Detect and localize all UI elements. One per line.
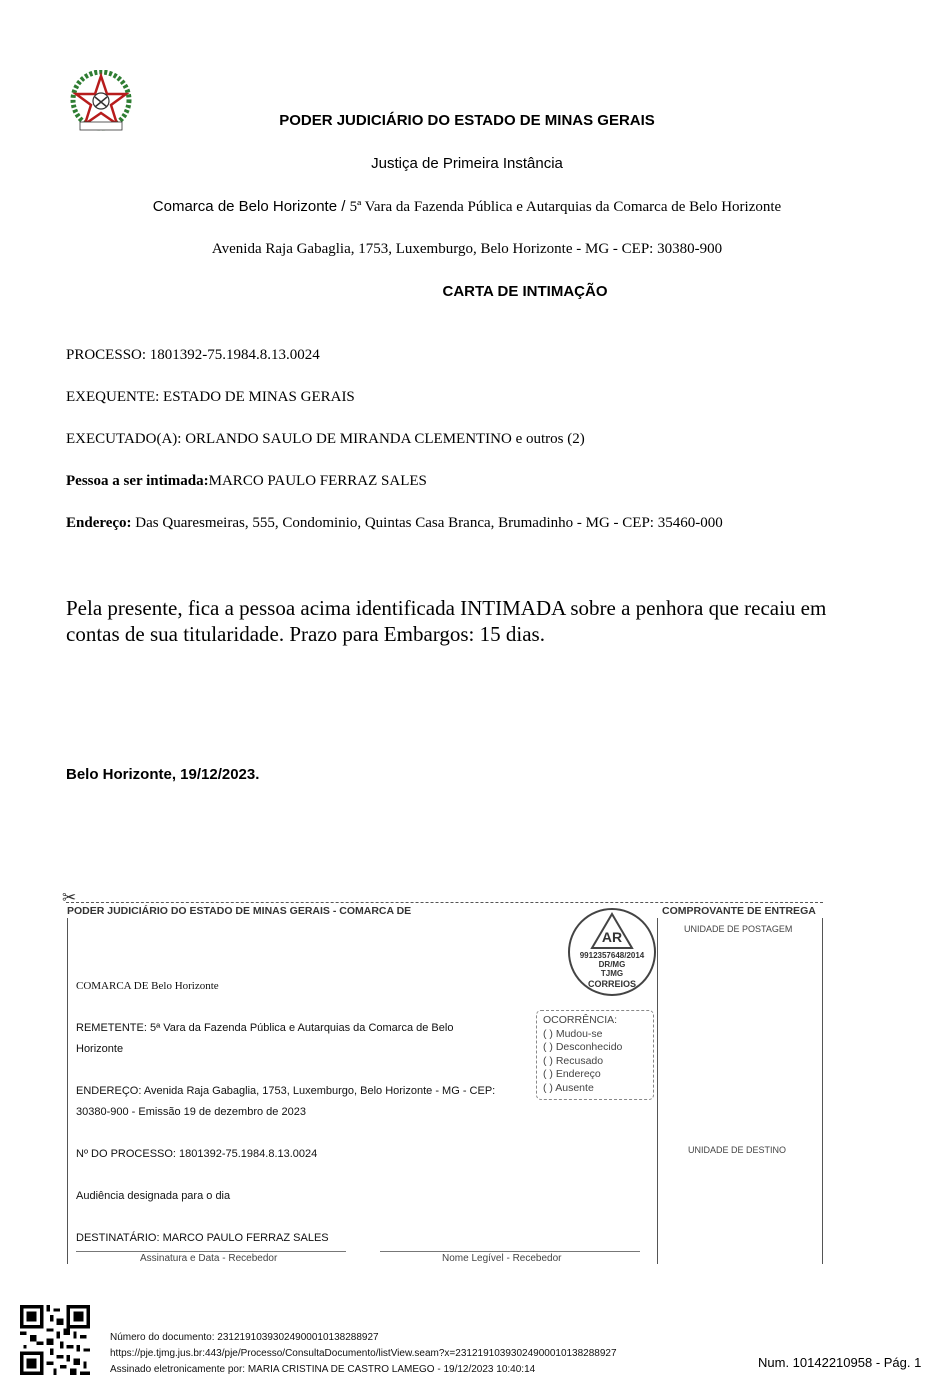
place-date: Belo Horizonte, 19/12/2023. [66, 766, 260, 783]
occurrence-option[interactable]: ( ) Recusado [543, 1054, 604, 1067]
form-audiencia: Audiência designada para o dia [76, 1190, 231, 1202]
instance-title: Justiça de Primeira Instância [371, 155, 563, 172]
qr-code-icon [20, 1305, 90, 1375]
scissors-icon: ✂ [62, 888, 77, 907]
cut-line [66, 902, 823, 903]
occurrence-option[interactable]: ( ) Endereço [543, 1068, 601, 1080]
court-address: Avenida Raja Gabaglia, 1753, Luxemburgo, Belo Horizonte - MG - CEP: 30380-900 [211, 241, 723, 257]
form-remetente-2: Horizonte [76, 1043, 124, 1055]
form-destinatario: DESTINATÁRIO: MARCO PAULO FERRAZ SALES [76, 1232, 329, 1244]
form-remetente-1: REMETENTE: 5ª Vara da Fazenda Pública e Autarquias da Comarca de Belo [76, 1022, 454, 1034]
posting-unit-label: UNIDADE DE POSTAGEM [684, 924, 793, 934]
endereco-value: Das Quaresmeiras, 555, Condominio, Quintas Casa Branca, Brumadinho - MG - CEP: 35460-000 [131, 515, 723, 531]
pessoa-line [66, 473, 427, 490]
signature-line-right [380, 1251, 640, 1252]
footer-url[interactable]: https://pje.tjmg.jus.br:443/pje/Processo/ConsultaDocumento/listView.seam?x=23121910393024900010138288927 [110, 1348, 617, 1359]
ar-stamp-ar: AR [601, 929, 623, 945]
form-endereco-2: 30380-900 - Emissão 19 de dezembro de 2023 [76, 1106, 306, 1118]
ar-stamp-icon [566, 906, 658, 998]
footer-signature: Assinado eletronicamente por: MARIA CRISTINA DE CASTRO LAMEGO - 19/12/2023 10:40:14 [110, 1364, 536, 1375]
form-border-left [67, 918, 68, 1264]
endereco-label: Endereço: [66, 515, 132, 531]
occurrence-title: OCORRÊNCIA: [543, 1014, 618, 1026]
pessoa-label: Pessoa a ser intimada: [66, 473, 209, 489]
ar-stamp-region: DR/MG [598, 960, 626, 969]
notice-body: Pela presente, fica a pessoa acima identificada INTIMADA sobre a penhora que recaiu em contas de sua titularidade. Prazo para Embargos: 15 dias. [66, 596, 827, 646]
form-comarca: COMARCA DE Belo Horizonte [76, 980, 219, 992]
form-endereco-1: ENDEREÇO: Avenida Raja Gabaglia, 1753, Luxemburgo, Belo Horizonte - MG - CEP: [76, 1085, 496, 1097]
signature-label-left: Assinatura e Data - Recebedor [140, 1253, 278, 1264]
document-title: CARTA DE INTIMAÇÃO [442, 283, 608, 300]
footer-doc-number: Número do documento: 23121910393024900010138288927 [110, 1332, 379, 1343]
destination-unit-label: UNIDADE DE DESTINO [688, 1145, 787, 1155]
form-header: PODER JUDICIÁRIO DO ESTADO DE MINAS GERAIS - COMARCA DE [67, 905, 412, 917]
processo-line: PROCESSO: 1801392-75.1984.8.13.0024 [66, 347, 320, 363]
executado-line: EXECUTADO(A): ORLANDO SAULO DE MIRANDA CLEMENTINO e outros (2) [66, 431, 585, 447]
occurrence-option[interactable]: ( ) Desconhecido [543, 1041, 623, 1053]
endereco-line [66, 515, 723, 532]
occurrence-option[interactable]: ( ) Mudou-se [543, 1027, 603, 1040]
form-border-right [822, 918, 823, 1264]
comarca-prefix: Comarca de Belo Horizonte / [152, 198, 350, 215]
signature-label-right: Nome Legível - Recebedor [442, 1253, 562, 1264]
page-number: Num. 10142210958 - Pág. 1 [758, 1355, 922, 1370]
occurrence-option[interactable]: ( ) Ausente [543, 1081, 594, 1094]
form-processo: Nº DO PROCESSO: 1801392-75.1984.8.13.0024 [76, 1148, 318, 1160]
exequente-line: EXEQUENTE: ESTADO DE MINAS GERAIS [66, 389, 355, 405]
comarca-vara: 5ª Vara da Fazenda Pública e Autarquias da Comarca de Belo Horizonte [349, 199, 782, 215]
ar-stamp-code: 9912357648/2014 [579, 951, 645, 960]
pessoa-value: MARCO PAULO FERRAZ SALES [208, 473, 427, 489]
court-title: PODER JUDICIÁRIO DO ESTADO DE MINAS GERAIS [279, 112, 655, 129]
receipt-header: COMPROVANTE DE ENTREGA [662, 905, 816, 917]
occurrence-box [536, 1010, 654, 1100]
ar-stamp-org: TJMG [600, 969, 624, 978]
signature-line-left [76, 1251, 346, 1252]
comarca-line [0, 198, 934, 216]
ar-stamp-brand: CORREIOS [587, 979, 637, 989]
